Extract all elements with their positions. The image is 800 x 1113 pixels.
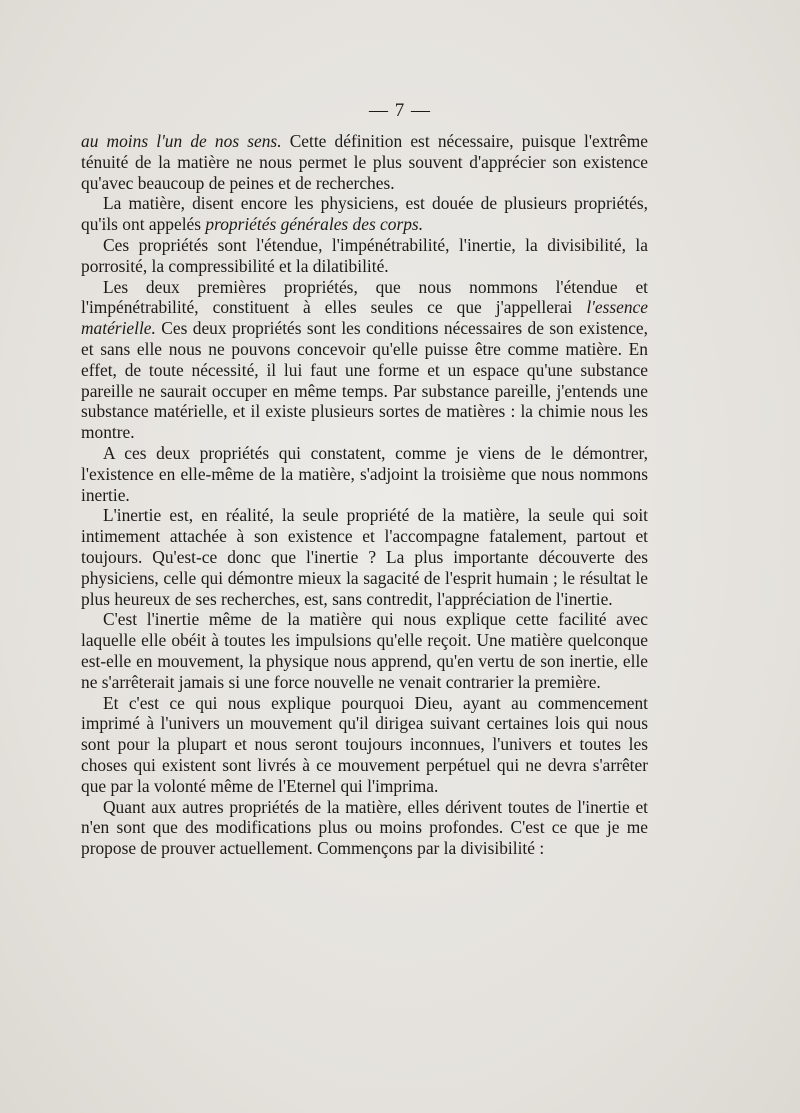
paragraph-6: [81, 505, 648, 609]
paragraph-2-italic: propriétés générales des corps.: [205, 214, 424, 235]
paragraph-1: [81, 131, 648, 193]
paragraph-3-text: Ces propriétés sont l'étendue, l'impénétrabilité, l'inertie, la divisibilité, la porrosité, la compressibilité et la dilatibilité.: [81, 234, 648, 276]
paragraph-4-text-before: Les deux premières propriétés, que nous nommons l'étendue et l'impénétrabilité, constituent à elles seules ce que j'appellerai: [81, 276, 648, 318]
paragraph-1-text: Cette définition est nécessaire, puisque l'extrême ténuité de la matière ne nous permet le plus souvent d'apprécier son existence qu'avec beaucoup de peines et de recherches.: [81, 131, 648, 193]
paragraph-8-text: Et c'est ce qui nous explique pourquoi Dieu, ayant au commencement imprimé à l'univers un mouvement qu'il dirigea suivant certaines lois qui nous sont pour la plupart et nous seront toujours inconnues, l'univers et toutes les choses qui existent sont livrés à ce mouvement perpétuel qui ne devra s'arrêter que par la volonté même de l'Eternel qui l'imprima.: [81, 692, 648, 796]
paragraph-6-text: L'inertie est, en réalité, la seule propriété de la matière, la seule qui soit intimement attachée à son existence et l'accompagne fatalement, partout et toujours. Qu'est-ce donc que l'inertie ? La plus importante découverte des physiciens, celle qui démontre mieux la sagacité de l'esprit humain ; le résultat le plus heureux de ses recherches, est, sans contredit, l'appréciation de l'inertie.: [81, 505, 648, 609]
body-text: [81, 131, 648, 859]
paragraph-7-text: C'est l'inertie même de la matière qui nous explique cette facilité avec laquelle elle obéit à toutes les impulsions qu'elle reçoit. Une matière quelconque est-elle en mouvement, la physique nous apprend, qu'en vertu de son inertie, elle ne s'arrêterait jamais si une force nouvelle ne venait contrarier la première.: [81, 609, 648, 692]
paragraph-5-text: A ces deux propriétés qui constatent, comme je viens de le démontrer, l'existence en elle-même de la matière, s'adjoint la troisième que nous nommons inertie.: [81, 442, 648, 505]
paragraph-9-text: Quant aux autres propriétés de la matière, elles dérivent toutes de l'inertie et n'en sont que des modifications plus ou moins profondes. C'est ce que je me propose de prouver actuellement. Commençons par la divisibilité :: [81, 796, 648, 859]
paragraph-8: [81, 693, 648, 797]
paragraph-9: [81, 797, 648, 859]
paragraph-4: [81, 277, 648, 443]
paragraph-1-italic: au moins l'un de nos sens.: [81, 131, 282, 151]
paragraph-4-italic: l'essence matérielle.: [81, 297, 648, 339]
paragraph-7: [81, 609, 648, 692]
paragraph-4-text-after: Ces deux propriétés sont les conditions nécessaires de son existence, et sans elle nous ne pouvons concevoir qu'elle puisse être comme matière. En effet, de toute nécessité, il lui faut une forme et un espace qu'une substance pareille ne saurait occuper en même temps. Par substance pareille, j'entends une substance matérielle, et il existe plusieurs sortes de matières : la chimie nous les montre.: [81, 318, 648, 443]
page-number: — 7 —: [369, 100, 431, 121]
paragraph-2-text-before: La matière, disent encore les physiciens, est douée de plusieurs propriétés, qu'ils ont appelés: [81, 193, 648, 235]
paragraph-3: [81, 235, 648, 277]
paragraph-2: [81, 193, 648, 235]
paragraph-5: [81, 443, 648, 505]
